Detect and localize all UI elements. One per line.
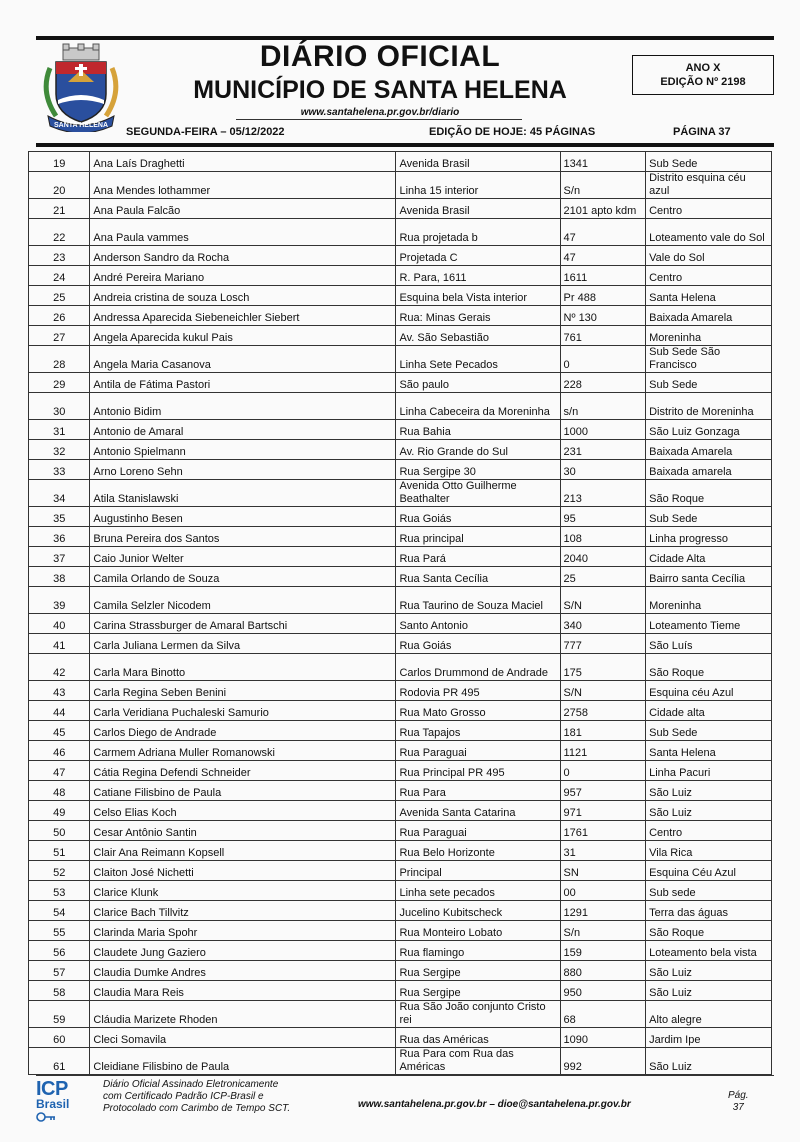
row-number-cell: 34 <box>29 480 90 507</box>
table-row <box>29 901 772 921</box>
footer-page-label: Pág. <box>728 1090 749 1101</box>
name-cell: Carlos Diego de Andrade <box>90 721 396 741</box>
neighborhood-cell: Esquina Céu Azul <box>646 861 772 881</box>
house-number-cell: 95 <box>560 507 646 527</box>
table-row <box>29 1048 772 1075</box>
row-number-cell: 20 <box>29 172 90 199</box>
row-number-cell: 57 <box>29 961 90 981</box>
row-number-cell: 23 <box>29 246 90 266</box>
address-cell: Rua flamingo <box>396 941 560 961</box>
address-cell: Av. São Sebastião <box>396 326 560 346</box>
name-cell: Celso Elias Koch <box>90 801 396 821</box>
neighborhood-cell: Sub Sede São Francisco <box>646 346 772 373</box>
footer-page-value: 37 <box>732 1102 744 1113</box>
neighborhood-cell: Moreninha <box>646 587 772 614</box>
address-cell: Avenida Brasil <box>396 199 560 219</box>
name-cell: André Pereira Mariano <box>90 266 396 286</box>
name-cell: Bruna Pereira dos Santos <box>90 527 396 547</box>
address-cell: Projetada C <box>396 246 560 266</box>
edition-number: EDIÇÃO Nº 2198 <box>660 76 746 88</box>
name-cell: Catiane Filisbino de Paula <box>90 781 396 801</box>
row-number-cell: 40 <box>29 614 90 634</box>
header-info-bar <box>36 123 774 143</box>
footer-page-number <box>728 1090 749 1114</box>
house-number-cell: 1121 <box>560 741 646 761</box>
neighborhood-cell: Sub sede <box>646 881 772 901</box>
row-number-cell: 61 <box>29 1048 90 1075</box>
certification-note <box>103 1079 290 1115</box>
name-cell: Ana Laís Draghetti <box>90 152 396 172</box>
row-number-cell: 43 <box>29 681 90 701</box>
table-row <box>29 420 772 440</box>
municipality-name: MUNICÍPIO DE SANTA HELENA <box>193 76 567 104</box>
icp-brasil-logo <box>36 1078 90 1128</box>
address-cell: São paulo <box>396 373 560 393</box>
house-number-cell: 2758 <box>560 701 646 721</box>
row-number-cell: 44 <box>29 701 90 721</box>
table-row <box>29 346 772 373</box>
table-row <box>29 507 772 527</box>
row-number-cell: 51 <box>29 841 90 861</box>
table-row <box>29 286 772 306</box>
publication-date: SEGUNDA-FEIRA – 05/12/2022 <box>126 126 285 138</box>
table-row <box>29 480 772 507</box>
row-number-cell: 41 <box>29 634 90 654</box>
house-number-cell: 777 <box>560 634 646 654</box>
address-cell: Rua Para <box>396 781 560 801</box>
row-number-cell: 48 <box>29 781 90 801</box>
neighborhood-cell: Sub Sede <box>646 373 772 393</box>
row-number-cell: 58 <box>29 981 90 1001</box>
house-number-cell: 761 <box>560 326 646 346</box>
house-number-cell: 1611 <box>560 266 646 286</box>
edition-year: ANO X <box>685 62 721 74</box>
table-row <box>29 614 772 634</box>
name-cell: Atila Stanislawski <box>90 480 396 507</box>
row-number-cell: 42 <box>29 654 90 681</box>
row-number-cell: 39 <box>29 587 90 614</box>
neighborhood-cell: Vila Rica <box>646 841 772 861</box>
certification-line-3: Protocolado com Carimbo de Tempo SCT. <box>103 1103 291 1114</box>
name-cell: Antila de Fátima Pastori <box>90 373 396 393</box>
row-number-cell: 52 <box>29 861 90 881</box>
neighborhood-cell: Santa Helena <box>646 741 772 761</box>
table-row <box>29 801 772 821</box>
neighborhood-cell: Linha Pacuri <box>646 761 772 781</box>
address-cell: Jucelino Kubitscheck <box>396 901 560 921</box>
house-number-cell: S/n <box>560 921 646 941</box>
table-row <box>29 172 772 199</box>
table-row <box>29 981 772 1001</box>
address-cell: Santo Antonio <box>396 614 560 634</box>
row-number-cell: 47 <box>29 761 90 781</box>
header-bottom-rule <box>36 143 774 147</box>
neighborhood-cell: Loteamento vale do Sol <box>646 219 772 246</box>
house-number-cell: 992 <box>560 1048 646 1075</box>
house-number-cell: SN <box>560 861 646 881</box>
house-number-cell: 1761 <box>560 821 646 841</box>
row-number-cell: 31 <box>29 420 90 440</box>
address-cell: Linha Sete Pecados <box>396 346 560 373</box>
house-number-cell: 31 <box>560 841 646 861</box>
neighborhood-cell: Centro <box>646 266 772 286</box>
house-number-cell: 1341 <box>560 152 646 172</box>
address-cell: Rua Sergipe <box>396 981 560 1001</box>
neighborhood-cell: Santa Helena <box>646 286 772 306</box>
neighborhood-cell: Baixada Amarela <box>646 440 772 460</box>
icp-logo-subtext: Brasil <box>36 1097 70 1111</box>
neighborhood-cell: São Roque <box>646 921 772 941</box>
table-row <box>29 681 772 701</box>
row-number-cell: 21 <box>29 199 90 219</box>
table-row <box>29 587 772 614</box>
address-cell: Rua Monteiro Lobato <box>396 921 560 941</box>
address-cell: Rodovia PR 495 <box>396 681 560 701</box>
neighborhood-cell: São Luiz <box>646 801 772 821</box>
house-number-cell: 1291 <box>560 901 646 921</box>
footer-contact-links[interactable]: www.santahelena.pr.gov.br – dioe@santahelena.pr.gov.br <box>358 1099 631 1110</box>
neighborhood-cell: Sub Sede <box>646 721 772 741</box>
neighborhood-cell: São Roque <box>646 480 772 507</box>
neighborhood-cell: Esquina céu Azul <box>646 681 772 701</box>
row-number-cell: 24 <box>29 266 90 286</box>
name-cell: Andressa Aparecida Siebeneichler Siebert <box>90 306 396 326</box>
neighborhood-cell: Distrito de Moreninha <box>646 393 772 420</box>
row-number-cell: 33 <box>29 460 90 480</box>
address-cell: Rua Paraguai <box>396 821 560 841</box>
name-cell: Angela Maria Casanova <box>90 346 396 373</box>
name-cell: Claiton José Nichetti <box>90 861 396 881</box>
address-cell: Rua Pará <box>396 547 560 567</box>
neighborhood-cell: Baixada amarela <box>646 460 772 480</box>
house-number-cell: 1090 <box>560 1028 646 1048</box>
house-number-cell: 00 <box>560 881 646 901</box>
neighborhood-cell: Bairro santa Cecília <box>646 567 772 587</box>
registry-table-body <box>29 152 772 1075</box>
name-cell: Augustinho Besen <box>90 507 396 527</box>
name-cell: Carla Mara Binotto <box>90 654 396 681</box>
table-row <box>29 1001 772 1028</box>
table-row <box>29 701 772 721</box>
table-row <box>29 741 772 761</box>
house-number-cell: 971 <box>560 801 646 821</box>
crest-ribbon-text: SANTA HELENA <box>53 122 109 129</box>
address-cell: Rua Bahia <box>396 420 560 440</box>
neighborhood-cell: Jardim Ipe <box>646 1028 772 1048</box>
neighborhood-cell: Baixada Amarela <box>646 306 772 326</box>
neighborhood-cell: São Roque <box>646 654 772 681</box>
house-number-cell: 1000 <box>560 420 646 440</box>
row-number-cell: 27 <box>29 326 90 346</box>
row-number-cell: 53 <box>29 881 90 901</box>
house-number-cell: 2040 <box>560 547 646 567</box>
row-number-cell: 30 <box>29 393 90 420</box>
name-cell: Caio Junior Welter <box>90 547 396 567</box>
house-number-cell: 159 <box>560 941 646 961</box>
row-number-cell: 26 <box>29 306 90 326</box>
neighborhood-cell: Moreninha <box>646 326 772 346</box>
address-cell: Rua Principal PR 495 <box>396 761 560 781</box>
row-number-cell: 36 <box>29 527 90 547</box>
row-number-cell: 38 <box>29 567 90 587</box>
address-cell: Rua Belo Horizonte <box>396 841 560 861</box>
name-cell: Camila Orlando de Souza <box>90 567 396 587</box>
house-number-cell: 231 <box>560 440 646 460</box>
house-number-cell: S/N <box>560 587 646 614</box>
house-number-cell: s/n <box>560 393 646 420</box>
document-title: DIÁRIO OFICIAL <box>259 40 501 73</box>
house-number-cell: 880 <box>560 961 646 981</box>
name-cell: Ana Paula Falcão <box>90 199 396 219</box>
name-cell: Camila Selzler Nicodem <box>90 587 396 614</box>
table-row <box>29 921 772 941</box>
row-number-cell: 37 <box>29 547 90 567</box>
neighborhood-cell: Linha progresso <box>646 527 772 547</box>
table-row <box>29 246 772 266</box>
table-row <box>29 306 772 326</box>
table-row <box>29 761 772 781</box>
name-cell: Clarice Klunk <box>90 881 396 901</box>
name-cell: Cleidiane Filisbino de Paula <box>90 1048 396 1075</box>
address-cell: Avenida Santa Catarina <box>396 801 560 821</box>
name-cell: Claudete Jung Gaziero <box>90 941 396 961</box>
name-cell: Claudia Mara Reis <box>90 981 396 1001</box>
name-cell: Anderson Sandro da Rocha <box>90 246 396 266</box>
table-row <box>29 440 772 460</box>
neighborhood-cell: Distrito esquina céu azul <box>646 172 772 199</box>
name-cell: Clair Ana Reimann Kopsell <box>90 841 396 861</box>
address-cell: Rua Goiás <box>396 507 560 527</box>
address-cell: Rua Tapajos <box>396 721 560 741</box>
neighborhood-cell: Centro <box>646 821 772 841</box>
table-row <box>29 219 772 246</box>
house-number-cell: 2101 apto kdm <box>560 199 646 219</box>
table-row <box>29 567 772 587</box>
table-row <box>29 721 772 741</box>
page-number: PÁGINA 37 <box>673 126 731 138</box>
name-cell: Antonio Spielmann <box>90 440 396 460</box>
table-row <box>29 326 772 346</box>
name-cell: Carmem Adriana Muller Romanowski <box>90 741 396 761</box>
name-cell: Carina Strassburger de Amaral Bartschi <box>90 614 396 634</box>
house-number-cell: Nº 130 <box>560 306 646 326</box>
address-cell: Linha 15 interior <box>396 172 560 199</box>
name-cell: Arno Loreno Sehn <box>90 460 396 480</box>
name-cell: Carla Juliana Lermen da Silva <box>90 634 396 654</box>
name-cell: Antonio de Amaral <box>90 420 396 440</box>
house-number-cell: 0 <box>560 346 646 373</box>
row-number-cell: 50 <box>29 821 90 841</box>
house-number-cell: 25 <box>560 567 646 587</box>
house-number-cell: 47 <box>560 246 646 266</box>
address-cell: Carlos Drummond de Andrade <box>396 654 560 681</box>
neighborhood-cell: São Luiz <box>646 981 772 1001</box>
address-cell: Linha sete pecados <box>396 881 560 901</box>
neighborhood-cell: Centro <box>646 199 772 219</box>
table-row <box>29 961 772 981</box>
neighborhood-cell: Vale do Sol <box>646 246 772 266</box>
address-cell: Rua Sergipe <box>396 961 560 981</box>
name-cell: Cátia Regina Defendi Schneider <box>90 761 396 781</box>
neighborhood-cell: Sub Sede <box>646 152 772 172</box>
icp-logo-text: ICP <box>36 1078 68 1100</box>
neighborhood-cell: Loteamento Tieme <box>646 614 772 634</box>
neighborhood-cell: São Luiz Gonzaga <box>646 420 772 440</box>
address-cell: Rua principal <box>396 527 560 547</box>
name-cell: Clarice Bach Tillvitz <box>90 901 396 921</box>
row-number-cell: 28 <box>29 346 90 373</box>
row-number-cell: 22 <box>29 219 90 246</box>
address-cell: Linha Cabeceira da Moreninha <box>396 393 560 420</box>
row-number-cell: 35 <box>29 507 90 527</box>
table-row <box>29 527 772 547</box>
address-cell: Rua Sergipe 30 <box>396 460 560 480</box>
table-row <box>29 841 772 861</box>
address-cell: Av. Rio Grande do Sul <box>396 440 560 460</box>
table-row <box>29 152 772 172</box>
address-cell: Rua das Américas <box>396 1028 560 1048</box>
neighborhood-cell: Terra das águas <box>646 901 772 921</box>
house-number-cell: 957 <box>560 781 646 801</box>
house-number-cell: 950 <box>560 981 646 1001</box>
address-cell: Principal <box>396 861 560 881</box>
house-number-cell: 228 <box>560 373 646 393</box>
name-cell: Clarinda Maria Spohr <box>90 921 396 941</box>
house-number-cell: 108 <box>560 527 646 547</box>
address-cell: Rua Santa Cecília <box>396 567 560 587</box>
footer-rule <box>36 1075 774 1076</box>
table-row <box>29 547 772 567</box>
address-cell: Avenida Otto Guilherme Beathalter <box>396 480 560 507</box>
table-row <box>29 861 772 881</box>
row-number-cell: 25 <box>29 286 90 306</box>
name-cell: Carla Regina Seben Benini <box>90 681 396 701</box>
neighborhood-cell: São Luiz <box>646 1048 772 1075</box>
neighborhood-cell: Sub Sede <box>646 507 772 527</box>
edition-box <box>632 55 774 95</box>
table-row <box>29 1028 772 1048</box>
house-number-cell: Pr 488 <box>560 286 646 306</box>
row-number-cell: 54 <box>29 901 90 921</box>
name-cell: Andreia cristina de souza Losch <box>90 286 396 306</box>
house-number-cell: 340 <box>560 614 646 634</box>
neighborhood-cell: São Luiz <box>646 781 772 801</box>
header-website-link[interactable]: www.santahelena.pr.gov.br/diario <box>300 107 460 118</box>
row-number-cell: 32 <box>29 440 90 460</box>
table-row <box>29 460 772 480</box>
row-number-cell: 59 <box>29 1001 90 1028</box>
registry-table <box>28 151 772 1075</box>
house-number-cell: 213 <box>560 480 646 507</box>
neighborhood-cell: Loteamento bela vista <box>646 941 772 961</box>
address-cell: Rua Para com Rua das Américas <box>396 1048 560 1075</box>
website-underline <box>236 119 522 120</box>
address-cell: R. Para, 1611 <box>396 266 560 286</box>
table-row <box>29 634 772 654</box>
table-row <box>29 266 772 286</box>
pages-today: EDIÇÃO DE HOJE: 45 PÁGINAS <box>429 126 596 138</box>
name-cell: Claudia Dumke Andres <box>90 961 396 981</box>
house-number-cell: 68 <box>560 1001 646 1028</box>
table-row <box>29 393 772 420</box>
name-cell: Cesar Antônio Santin <box>90 821 396 841</box>
address-cell: Rua Mato Grosso <box>396 701 560 721</box>
address-cell: Rua São João conjunto Cristo rei <box>396 1001 560 1028</box>
neighborhood-cell: São Luiz <box>646 961 772 981</box>
row-number-cell: 46 <box>29 741 90 761</box>
house-number-cell: 175 <box>560 654 646 681</box>
address-cell: Rua: Minas Gerais <box>396 306 560 326</box>
table-row <box>29 199 772 219</box>
table-row <box>29 821 772 841</box>
name-cell: Ana Paula vammes <box>90 219 396 246</box>
row-number-cell: 49 <box>29 801 90 821</box>
row-number-cell: 19 <box>29 152 90 172</box>
row-number-cell: 60 <box>29 1028 90 1048</box>
address-cell: Rua Goiás <box>396 634 560 654</box>
name-cell: Ana Mendes lothammer <box>90 172 396 199</box>
table-row <box>29 881 772 901</box>
address-cell: Esquina bela Vista interior <box>396 286 560 306</box>
table-row <box>29 373 772 393</box>
neighborhood-cell: Cidade alta <box>646 701 772 721</box>
house-number-cell: S/N <box>560 681 646 701</box>
municipal-crest-logo <box>38 42 124 132</box>
house-number-cell: 30 <box>560 460 646 480</box>
address-cell: Rua projetada b <box>396 219 560 246</box>
certification-line-1: Diário Oficial Assinado Eletronicamente <box>103 1079 279 1090</box>
table-row <box>29 941 772 961</box>
name-cell: Cláudia Marizete Rhoden <box>90 1001 396 1028</box>
row-number-cell: 56 <box>29 941 90 961</box>
row-number-cell: 55 <box>29 921 90 941</box>
row-number-cell: 29 <box>29 373 90 393</box>
name-cell: Cleci Somavila <box>90 1028 396 1048</box>
neighborhood-cell: Alto alegre <box>646 1001 772 1028</box>
name-cell: Angela Aparecida kukul Pais <box>90 326 396 346</box>
house-number-cell: S/n <box>560 172 646 199</box>
address-cell: Avenida Brasil <box>396 152 560 172</box>
address-cell: Rua Taurino de Souza Maciel <box>396 587 560 614</box>
name-cell: Antonio Bidim <box>90 393 396 420</box>
house-number-cell: 47 <box>560 219 646 246</box>
address-cell: Rua Paraguai <box>396 741 560 761</box>
name-cell: Carla Veridiana Puchaleski Samurio <box>90 701 396 721</box>
neighborhood-cell: Cidade Alta <box>646 547 772 567</box>
table-row <box>29 781 772 801</box>
house-number-cell: 181 <box>560 721 646 741</box>
row-number-cell: 45 <box>29 721 90 741</box>
neighborhood-cell: São Luís <box>646 634 772 654</box>
house-number-cell: 0 <box>560 761 646 781</box>
key-icon <box>36 1111 56 1123</box>
table-row <box>29 654 772 681</box>
certification-line-2: com Certificado Padrão ICP-Brasil e <box>103 1091 264 1102</box>
